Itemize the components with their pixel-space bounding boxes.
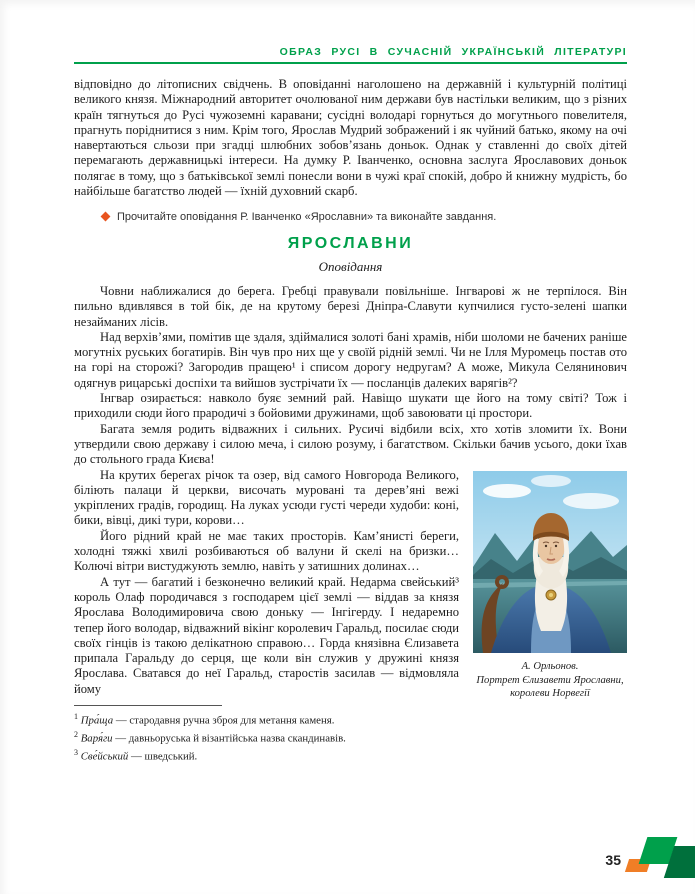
story-paragraph: Над верхів’ями, помітив ще здаля, здіймалися золоті бані храмів, ніби шоломи не бачених раніше могутніх руських богатирів. Він чув про них ще у своїй рідній землі. Чи не Ілля Муромець постав ото на горі на сторожі? Загородив пращею¹ і списом дорогу недругам? А може, Микула Селянинович одягнув рицарські доспіхи та вийшов зустрічати їх — посланців далеких варягів²? [74,329,627,390]
portrait-figure [473,471,627,700]
story-paragraph: Багата земля родить відважних і сильних. Русичі відбили всіх, хто хотів зломити їх. Вони утвердили свою державу і силою меча, і силою розуму, і багатством. Скільки бачив усього, доки їхав до стольного града Києва! [74,421,627,467]
footnote [74,746,627,764]
footnote-text: — шведський. [131,750,198,763]
corner-decoration [627,830,695,880]
footnote-term: Све́йський [80,750,129,763]
footnote-term: Пра́ща [80,714,114,727]
portrait-painting-image [473,471,627,653]
footnote-marker: 2 [74,730,78,740]
header-rule [74,62,627,64]
page-footer [575,830,695,880]
figure-caption-text: Портрет Єлизавети Ярославни, королеви Норвегії [476,674,624,699]
story-paragraph: Інгвар озирається: навколо буяє земний рай. Навіщо шукати ще його на тому світі? Тож і приходили сюди його прародичі з бойовими дружинами, щоб завоювати ці простори. [74,391,627,421]
task-instruction [102,210,627,224]
story-genre-subtitle: Оповідання [318,258,383,274]
story-paragraph: А тут — багатий і безконечно великий край. Недарма свейський³ король Олаф породичався з господарем цієї землі — віддав за князя Ярослава Володимировича свою доньку — Інгігерду. І недаремно тепер його володар, відважний вікінг королевич Гаральд, посилає сюди своїх гінців із такою делікатною справою… Горда князівна Єлизавета припала Гаральду до серця, ще коли він служив у дружині князя Ярослава. Сватався до неї Гаральд, старостів засилав — відмовляла йому [74,574,459,696]
figure-caption [473,660,627,700]
page-number: 35 [605,852,621,868]
footnote-text: — стародавня ручна зброя для метання каменя. [115,714,335,727]
story-title: ЯРОСЛАВНИ [287,235,414,253]
footnote-marker: 1 [74,711,78,721]
running-head: ОБРАЗ РУСІ В СУЧАСНІЙ УКРАЇНСЬКІЙ ЛІТЕРАТУРІ [279,46,627,58]
story-paragraph: Його рідний край не має таких просторів. Кам’янисті береги, холодні тяжкі хвилі розбиваються об валуни й скелі на бризки… Колючі вітри вистуджують землю, навіть у затишних долинах… [74,528,459,574]
task-bullet-icon [101,212,111,222]
footnotes [74,705,627,764]
story-paragraph: Човни наближалися до берега. Гребці правували повільніше. Інгварові ж не терпілося. Він пильно вдивлявся в той бік, де на крутому березі Дніпра-Славути купчилися густо-зелені шапки незайманих лісів. [74,283,627,329]
task-text: Прочитайте оповідання Р. Іванченко «Ярославни» та виконайте завдання. [117,211,497,224]
footnote-rule [74,705,222,706]
footnote [74,710,627,728]
footnote [74,728,627,746]
intro-paragraph: відповідно до літописних свідчень. В оповіданні наголошено на державній і культурній політиці великого князя. Міжнародний авторитет очолюваної ним держави був настільки великим, що з різних країн тягнуться до Русі чужоземні каравани; сусідні володарі горнуться до могутнього повелителя, прагнуть поріднитися з ним. Крім того, Ярослав Мудрий зображений і як чуйний батько, якому на очі навертаються сльози при згадці шлюбних зобов’язань доньок. Однак у ставленні до своїх дітей перемагають державницькі інтереси. На думку Р. Іванченко, основна заслуга Ярославових доньок полягає в тому, що з батьківської землі понесли вони в чужі краї спокій, добро й книжну мудрість, бо найбільше багатство людей — їхній духовний скарб. [74,77,627,199]
footnote-marker: 3 [74,748,78,758]
footnote-term: Варя́ги [80,732,113,745]
figure-artist: А. Орльонов. [521,660,579,672]
story-paragraph: На крутих берегах річок та озер, від самого Новгорода Великого, біліють палаци й церкви, височать муровані та дерев’яні вежі укріплених градів, городищ. На луках усюди густі череди худоби: коні, бики, вівці, дикі тури, корови… [74,467,459,528]
footnote-text: — давньоруська й візантійська назва скандинавів. [115,732,346,745]
